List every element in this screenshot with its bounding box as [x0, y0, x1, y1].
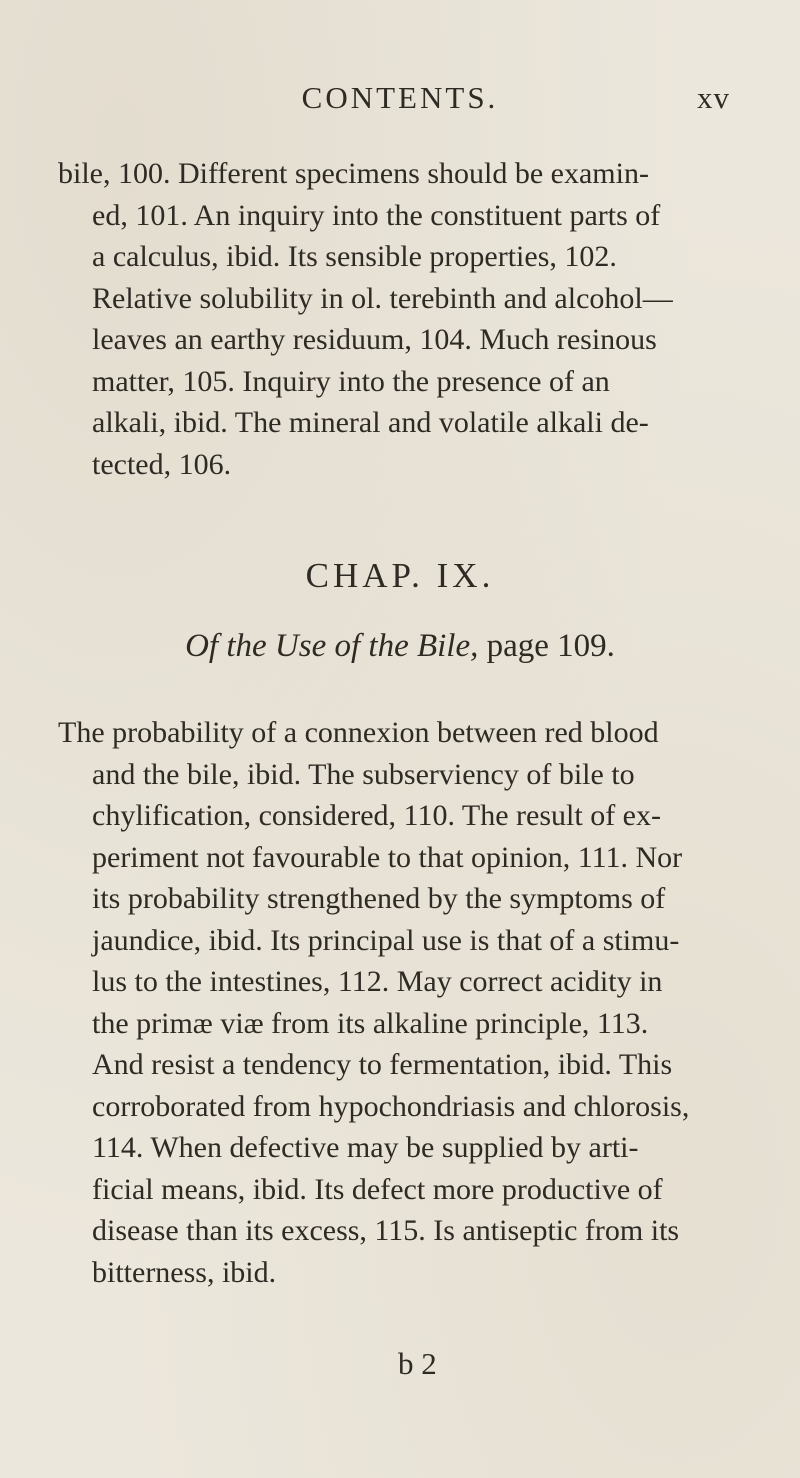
chapter-subtitle-title: Of the Use of the Bile, — [185, 628, 479, 664]
carryover-paragraph — [58, 153, 768, 485]
text-line: disease than its excess, 115. Is antiseptic from its — [92, 1214, 680, 1247]
text-line: and the bile, ibid. The subserviency of bile to — [92, 757, 635, 791]
text-line: tected, 106. — [92, 447, 232, 481]
running-title: CONTENTS. — [301, 80, 499, 115]
text-line: Relative solubility in ol. terebinth and alcohol— — [92, 281, 673, 315]
chapter-heading: CHAP. IX. — [305, 556, 495, 595]
text-line: jaundice, ibid. Its principal use is that of a stimu- — [92, 923, 680, 957]
chapter-summary — [58, 712, 768, 1293]
signature-mark: b 2 — [398, 1346, 437, 1381]
text-line: bile, 100. Different specimens should be examin- — [58, 157, 649, 190]
text-line: alkali, ibid. The mineral and volatile alkali de- — [92, 406, 649, 439]
text-line: bitterness, ibid. — [92, 1255, 277, 1289]
text-line: And resist a tendency to fermentation, ibid. This — [92, 1048, 673, 1081]
text-line: matter, 105. Inquiry into the presence of an — [92, 364, 610, 398]
text-line: periment not favourable to that opinion, 111. Nor — [92, 840, 683, 874]
text-line: lus to the intestines, 112. May correct acidity in — [92, 965, 663, 998]
text-line: chylification, considered, 110. The result of ex- — [92, 799, 661, 832]
text-line: its probability strengthened by the symptoms of — [92, 882, 666, 915]
text-line: ficial means, ibid. Its defect more productive of — [92, 1172, 663, 1206]
chapter-subtitle — [0, 628, 800, 665]
text-line: a calculus, ibid. Its sensible properties, 102. — [92, 240, 617, 273]
text-line: 114. When defective may be supplied by arti- — [92, 1131, 639, 1164]
text-line: the primæ viæ from its alkaline principle, 113. — [92, 1006, 649, 1040]
running-head — [0, 80, 800, 120]
text-line: leaves an earthy residuum, 104. Much resinous — [92, 323, 657, 356]
chapter-subtitle-page: page 109. — [486, 628, 615, 664]
text-line: ed, 101. An inquiry into the constituent parts of — [92, 198, 661, 232]
text-line: The probability of a connexion between red blood — [58, 716, 659, 749]
page-number: xv — [697, 80, 730, 115]
text-line: corroborated from hypochondriasis and chlorosis, — [92, 1089, 690, 1123]
